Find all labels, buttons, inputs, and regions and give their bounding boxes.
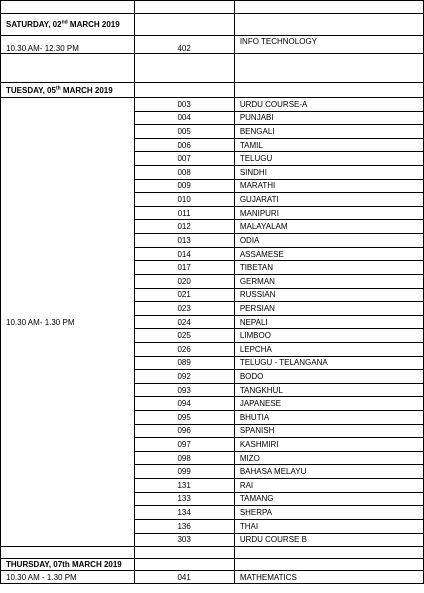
subject-code: 092: [134, 370, 234, 384]
subject-name: MANIPURI: [234, 206, 423, 220]
subject-name: BAHASA MELAYU: [234, 465, 423, 479]
subject-code: 097: [134, 438, 234, 452]
subject-code: 096: [134, 424, 234, 438]
subject-name: URDU COURSE B: [234, 533, 423, 547]
subject-code: 014: [134, 247, 234, 261]
subject-name: ASSAMESE: [234, 247, 423, 261]
subject-code: 024: [134, 315, 234, 329]
subject-name: MALAYALAM: [234, 220, 423, 234]
subject-code: 007: [134, 152, 234, 166]
subject-code: 017: [134, 261, 234, 275]
subject-name: LEPCHA: [234, 342, 423, 356]
subject-code: 026: [134, 342, 234, 356]
blank-cell: [134, 83, 234, 98]
date-header-row: [1, 83, 424, 98]
subject-code: 131: [134, 479, 234, 493]
blank-row: [1, 54, 424, 83]
subject-code: 004: [134, 111, 234, 125]
subject-name: TAMANG: [234, 492, 423, 506]
subject-name: SINDHI: [234, 166, 423, 180]
subject-name: GERMAN: [234, 274, 423, 288]
subject-code: 008: [134, 166, 234, 180]
subject-code: 094: [134, 397, 234, 411]
subject-name: PERSIAN: [234, 302, 423, 316]
subject-name: KASHMIRI: [234, 438, 423, 452]
subject-name: RAI: [234, 479, 423, 493]
subject-code: 011: [134, 206, 234, 220]
subject-name: THAI: [234, 519, 423, 533]
subject-name: TELUGU: [234, 152, 423, 166]
subject-code: 023: [134, 302, 234, 316]
subject-name: MATHEMATICS: [234, 571, 423, 584]
blank-cell: [134, 54, 234, 83]
blank-cell: [134, 14, 234, 36]
exam-time: 10.30 AM - 1.30 PM: [1, 571, 135, 584]
subject-name: JAPANESE: [234, 397, 423, 411]
subject-code: 006: [134, 138, 234, 152]
blank-cell: [134, 559, 234, 571]
blank-cell: [234, 83, 423, 98]
subject-code: 041: [134, 571, 234, 584]
blank-cell: [134, 547, 234, 559]
date-header-row: [1, 14, 424, 36]
subject-name: INFO TECHNOLOGY: [234, 36, 423, 54]
subject-name: MARATHI: [234, 179, 423, 193]
subject-code: 095: [134, 411, 234, 425]
subject-name: URDU COURSE-A: [234, 98, 423, 112]
subject-code: 093: [134, 383, 234, 397]
subject-code: 402: [134, 36, 234, 54]
blank-cell: [134, 1, 234, 14]
subject-code: 133: [134, 492, 234, 506]
subject-code: 021: [134, 288, 234, 302]
blank-cell: [234, 547, 423, 559]
exam-time: 10.30 AM- 12.30 PM: [1, 36, 135, 54]
date-heading: SATURDAY, 02nd MARCH 2019: [1, 14, 135, 36]
exam-time: 10.30 AM- 1.30 PM: [1, 98, 135, 547]
blank-row: [1, 1, 424, 14]
subject-code: 003: [134, 98, 234, 112]
date-heading: TUESDAY, 05th MARCH 2019: [1, 83, 135, 98]
blank-cell: [234, 54, 423, 83]
blank-cell: [234, 14, 423, 36]
exam-row: [1, 36, 424, 54]
blank-cell: [1, 1, 135, 14]
subject-name: BENGALI: [234, 125, 423, 139]
subject-code: 136: [134, 519, 234, 533]
subject-name: TANGKHUL: [234, 383, 423, 397]
subject-code: 099: [134, 465, 234, 479]
blank-cell: [234, 1, 423, 14]
subject-code: 012: [134, 220, 234, 234]
subject-name: RUSSIAN: [234, 288, 423, 302]
subject-name: LIMBOO: [234, 329, 423, 343]
date-heading: THURSDAY, 07th MARCH 2019: [1, 559, 135, 571]
subject-name: BHUTIA: [234, 411, 423, 425]
subject-name: GUJARATI: [234, 193, 423, 207]
subject-row: [1, 98, 424, 112]
subject-code: 089: [134, 356, 234, 370]
subject-code: 005: [134, 125, 234, 139]
subject-name: NEPALI: [234, 315, 423, 329]
subject-name: MIZO: [234, 451, 423, 465]
subject-name: SHERPA: [234, 506, 423, 520]
subject-code: 025: [134, 329, 234, 343]
subject-name: TAMIL: [234, 138, 423, 152]
subject-name: SPANISH: [234, 424, 423, 438]
blank-row: [1, 547, 424, 559]
blank-cell: [1, 54, 135, 83]
subject-code: 098: [134, 451, 234, 465]
blank-cell: [1, 547, 135, 559]
subject-name: ODIA: [234, 234, 423, 248]
subject-code: 013: [134, 234, 234, 248]
subject-name: PUNJABI: [234, 111, 423, 125]
exam-row: [1, 571, 424, 584]
subject-name: BODO: [234, 370, 423, 384]
subject-name: TIBETAN: [234, 261, 423, 275]
subject-code: 020: [134, 274, 234, 288]
subject-code: 134: [134, 506, 234, 520]
subject-code: 009: [134, 179, 234, 193]
blank-cell: [234, 559, 423, 571]
subject-code: 010: [134, 193, 234, 207]
subject-name: TELUGU - TELANGANA: [234, 356, 423, 370]
subject-code: 303: [134, 533, 234, 547]
date-header-row: [1, 559, 424, 571]
